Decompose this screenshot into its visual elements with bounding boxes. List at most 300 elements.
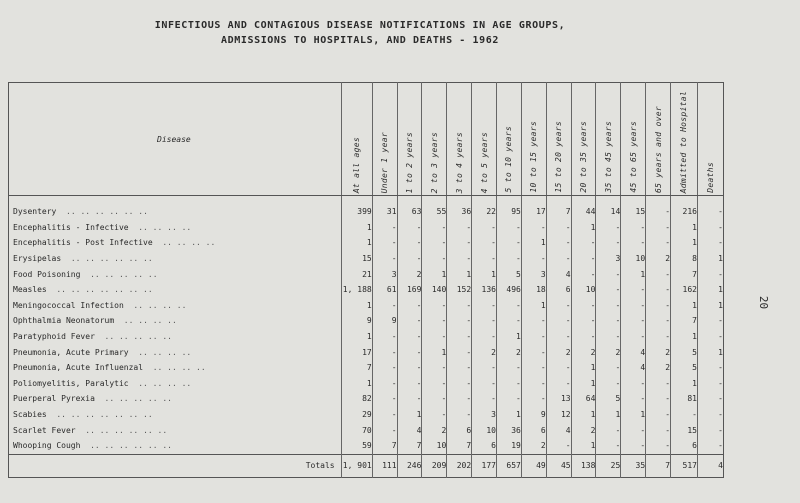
value-cell: -: [447, 360, 472, 376]
value-cell: -: [422, 376, 447, 392]
value-cell: -: [497, 298, 522, 314]
value-cell: 1: [397, 407, 422, 423]
column-header-label: 1 to 2 years: [404, 131, 414, 193]
value-cell: 2: [646, 344, 671, 360]
value-cell: 2: [646, 251, 671, 267]
value-cell: -: [372, 422, 397, 438]
column-header-label: 2 to 3 years: [429, 131, 439, 193]
total-value-cell: 35: [621, 454, 646, 477]
value-cell: 10: [422, 438, 447, 454]
value-cell: -: [472, 360, 497, 376]
value-cell: -: [422, 407, 447, 423]
value-cell: -: [472, 329, 497, 345]
value-cell: 8: [671, 251, 698, 267]
value-cell: 4: [621, 360, 646, 376]
disease-name: Scabies: [13, 410, 47, 420]
column-header: [646, 83, 671, 196]
value-cell: -: [697, 266, 723, 282]
column-header: [571, 83, 596, 196]
value-cell: 1: [671, 235, 698, 251]
value-cell: -: [447, 344, 472, 360]
value-cell: -: [447, 313, 472, 329]
value-cell: 2: [646, 360, 671, 376]
value-cell: -: [472, 313, 497, 329]
value-cell: 2: [422, 422, 447, 438]
value-cell: 7: [671, 313, 698, 329]
table-row: [9, 196, 724, 220]
value-cell: -: [546, 235, 571, 251]
value-cell: -: [521, 344, 546, 360]
value-cell: 10: [571, 282, 596, 298]
value-cell: -: [521, 251, 546, 267]
value-cell: 216: [671, 196, 698, 220]
value-cell: -: [447, 391, 472, 407]
value-cell: 1: [341, 376, 372, 392]
value-cell: -: [697, 313, 723, 329]
value-cell: 7: [546, 196, 571, 220]
value-cell: 3: [372, 266, 397, 282]
value-cell: -: [372, 376, 397, 392]
disease-name: Paratyphoid Fever: [13, 332, 95, 342]
value-cell: -: [447, 329, 472, 345]
disease-name: Poliomyelitis, Paralytic: [13, 378, 129, 388]
table-row: [9, 266, 724, 282]
column-header: [472, 83, 497, 196]
value-cell: -: [447, 298, 472, 314]
value-cell: 61: [372, 282, 397, 298]
disease-name: Whooping Cough: [13, 441, 81, 451]
value-cell: -: [596, 313, 621, 329]
value-cell: 1: [671, 298, 698, 314]
leader-dots: .. .. .. .. ..: [104, 332, 172, 342]
value-cell: 1: [341, 298, 372, 314]
table-row: [9, 391, 724, 407]
total-value-cell: 202: [447, 454, 472, 477]
value-cell: 7: [341, 360, 372, 376]
value-cell: -: [397, 329, 422, 345]
value-cell: 1: [571, 407, 596, 423]
value-cell: 2: [596, 344, 621, 360]
value-cell: 1: [472, 266, 497, 282]
value-cell: -: [497, 391, 522, 407]
total-value-cell: 209: [422, 454, 447, 477]
column-header-label: 65 years and over: [653, 106, 663, 193]
disease-name: Pneumonia, Acute Influenzal: [13, 363, 144, 373]
value-cell: 17: [341, 344, 372, 360]
leader-dots: .. .. .. .. .. ..: [70, 254, 153, 264]
value-cell: -: [372, 391, 397, 407]
value-cell: 1: [671, 376, 698, 392]
value-cell: -: [372, 251, 397, 267]
value-cell: -: [521, 391, 546, 407]
value-cell: -: [397, 344, 422, 360]
disease-name: Encephalitis - Infective: [13, 222, 129, 232]
value-cell: -: [497, 376, 522, 392]
column-header: [697, 83, 723, 196]
value-cell: 7: [372, 438, 397, 454]
column-header-label: 45 to 65 years: [628, 121, 638, 193]
total-value-cell: 49: [521, 454, 546, 477]
disease-name-cell: [9, 360, 342, 376]
table-row: [9, 360, 724, 376]
column-header-label: Under 1 year: [380, 131, 390, 193]
value-cell: 19: [497, 438, 522, 454]
value-cell: -: [571, 235, 596, 251]
column-header-label: Deaths: [705, 162, 715, 193]
value-cell: -: [596, 282, 621, 298]
leader-dots: .. .. .. .. .. .. ..: [56, 410, 153, 420]
value-cell: 1: [571, 438, 596, 454]
value-cell: 4: [546, 422, 571, 438]
table-body: [9, 196, 724, 478]
value-cell: -: [521, 329, 546, 345]
table-row: [9, 344, 724, 360]
value-cell: -: [621, 438, 646, 454]
value-cell: -: [447, 220, 472, 236]
value-cell: -: [697, 376, 723, 392]
value-cell: -: [571, 298, 596, 314]
leader-dots: .. .. .. .. .. ..: [85, 425, 168, 435]
value-cell: 1: [697, 282, 723, 298]
disease-name-cell: [9, 235, 342, 251]
column-header: [521, 83, 546, 196]
value-cell: 2: [546, 344, 571, 360]
disease-name: Ophthalmia Neonatorum: [13, 316, 115, 326]
table-row: [9, 407, 724, 423]
totals-row: [9, 454, 724, 477]
value-cell: -: [671, 407, 698, 423]
value-cell: -: [372, 298, 397, 314]
total-value-cell: 111: [372, 454, 397, 477]
value-cell: -: [546, 313, 571, 329]
value-cell: -: [546, 329, 571, 345]
value-cell: 1: [497, 407, 522, 423]
value-cell: -: [422, 220, 447, 236]
value-cell: -: [472, 220, 497, 236]
disease-name-cell: [9, 266, 342, 282]
column-header: [497, 83, 522, 196]
value-cell: 5: [671, 344, 698, 360]
value-cell: 2: [571, 344, 596, 360]
value-cell: 152: [447, 282, 472, 298]
value-cell: -: [397, 376, 422, 392]
value-cell: 1: [621, 266, 646, 282]
value-cell: -: [521, 313, 546, 329]
value-cell: -: [397, 360, 422, 376]
value-cell: -: [646, 220, 671, 236]
value-cell: 6: [521, 422, 546, 438]
value-cell: 6: [447, 422, 472, 438]
value-cell: -: [372, 235, 397, 251]
value-cell: -: [497, 235, 522, 251]
value-cell: -: [397, 220, 422, 236]
table-row: [9, 298, 724, 314]
value-cell: 9: [341, 313, 372, 329]
column-header-label: 35 to 45 years: [603, 121, 613, 193]
value-cell: -: [621, 235, 646, 251]
value-cell: 29: [341, 407, 372, 423]
value-cell: 31: [372, 196, 397, 220]
value-cell: -: [621, 313, 646, 329]
value-cell: 1: [697, 344, 723, 360]
value-cell: 4: [621, 344, 646, 360]
disease-name-cell: [9, 344, 342, 360]
leader-dots: .. .. .. .. .. ..: [66, 207, 148, 217]
disease-table: [8, 82, 724, 478]
document-subtitle: ADMISSIONS TO HOSPITALS, AND DEATHS - 1962: [220, 35, 500, 46]
table-row: [9, 313, 724, 329]
disease-name: Meningococcal Infection: [13, 300, 124, 310]
column-header-label: 5 to 10 years: [504, 126, 514, 193]
value-cell: -: [472, 235, 497, 251]
value-cell: 22: [472, 196, 497, 220]
value-cell: 2: [571, 422, 596, 438]
value-cell: -: [646, 407, 671, 423]
table-row: [9, 251, 724, 267]
column-header-label: 15 to 20 years: [554, 121, 564, 193]
value-cell: 1: [447, 266, 472, 282]
total-value-cell: 45: [546, 454, 571, 477]
value-cell: -: [571, 251, 596, 267]
value-cell: -: [596, 360, 621, 376]
value-cell: 9: [372, 313, 397, 329]
column-header: [671, 83, 698, 196]
value-cell: -: [621, 220, 646, 236]
column-header: [341, 83, 372, 196]
column-header-label: 3 to 4 years: [454, 131, 464, 193]
disease-name-cell: [9, 313, 342, 329]
value-cell: 5: [671, 360, 698, 376]
disease-name-cell: [9, 438, 342, 454]
leader-dots: .. .. .. .. .. .. ..: [56, 285, 153, 295]
value-cell: -: [546, 438, 571, 454]
table-row: [9, 438, 724, 454]
value-cell: -: [521, 376, 546, 392]
value-cell: -: [472, 391, 497, 407]
value-cell: -: [521, 360, 546, 376]
value-cell: -: [571, 329, 596, 345]
total-value-cell: 1, 901: [341, 454, 372, 477]
value-cell: -: [697, 196, 723, 220]
table-row: [9, 220, 724, 236]
value-cell: -: [546, 220, 571, 236]
value-cell: -: [621, 391, 646, 407]
value-cell: 1: [341, 235, 372, 251]
value-cell: -: [646, 298, 671, 314]
disease-name-cell: [9, 376, 342, 392]
value-cell: 82: [341, 391, 372, 407]
leader-dots: .. .. .. ..: [138, 378, 192, 388]
column-header: [422, 83, 447, 196]
value-cell: 5: [596, 391, 621, 407]
value-cell: -: [546, 251, 571, 267]
value-cell: -: [422, 298, 447, 314]
table-row: [9, 282, 724, 298]
value-cell: 169: [397, 282, 422, 298]
value-cell: 14: [596, 196, 621, 220]
value-cell: 1: [521, 235, 546, 251]
column-header-label: At all ages: [352, 136, 362, 193]
value-cell: -: [447, 251, 472, 267]
leader-dots: .. .. .. ..: [138, 347, 192, 357]
total-value-cell: 7: [646, 454, 671, 477]
value-cell: -: [372, 329, 397, 345]
value-cell: -: [497, 313, 522, 329]
value-cell: -: [447, 235, 472, 251]
value-cell: 1, 188: [341, 282, 372, 298]
disease-name: Encephalitis - Post Infective: [13, 238, 153, 248]
value-cell: 15: [621, 196, 646, 220]
value-cell: -: [621, 422, 646, 438]
value-cell: -: [596, 235, 621, 251]
value-cell: 12: [546, 407, 571, 423]
value-cell: -: [372, 220, 397, 236]
column-header-label: 10 to 15 years: [529, 121, 539, 193]
value-cell: 81: [671, 391, 698, 407]
value-cell: -: [372, 360, 397, 376]
value-cell: -: [621, 376, 646, 392]
value-cell: -: [646, 391, 671, 407]
value-cell: 44: [571, 196, 596, 220]
column-header: [397, 83, 422, 196]
disease-name: Erysipelas: [13, 254, 62, 264]
total-value-cell: 177: [472, 454, 497, 477]
total-value-cell: 517: [671, 454, 698, 477]
value-cell: -: [397, 235, 422, 251]
value-cell: 1: [341, 220, 372, 236]
disease-name-cell: [9, 329, 342, 345]
value-cell: 18: [521, 282, 546, 298]
value-cell: -: [372, 344, 397, 360]
table-row: [9, 329, 724, 345]
value-cell: -: [422, 360, 447, 376]
disease-name: Measles: [13, 285, 47, 295]
value-cell: -: [621, 282, 646, 298]
value-cell: -: [621, 329, 646, 345]
document-title: INFECTIOUS AND CONTAGIOUS DISEASE NOTIFICATIONS IN AGE GROUPS,: [154, 20, 566, 31]
value-cell: 6: [671, 438, 698, 454]
value-cell: -: [697, 220, 723, 236]
disease-name-cell: [9, 282, 342, 298]
value-cell: 70: [341, 422, 372, 438]
value-cell: -: [646, 329, 671, 345]
value-cell: -: [447, 376, 472, 392]
value-cell: 136: [472, 282, 497, 298]
value-cell: 1: [422, 344, 447, 360]
disease-name-cell: [9, 391, 342, 407]
value-cell: 7: [397, 438, 422, 454]
value-cell: -: [546, 360, 571, 376]
value-cell: 6: [472, 438, 497, 454]
value-cell: -: [596, 422, 621, 438]
disease-name: Dysentery: [13, 207, 57, 217]
value-cell: 59: [341, 438, 372, 454]
leader-dots: .. .. .. ..: [133, 300, 187, 310]
value-cell: -: [596, 220, 621, 236]
table-header-row: [9, 83, 724, 196]
column-header-disease: Disease: [9, 83, 342, 196]
value-cell: -: [646, 282, 671, 298]
leader-dots: .. .. .. .. .. ..: [90, 441, 172, 451]
value-cell: -: [596, 376, 621, 392]
value-cell: -: [546, 376, 571, 392]
value-cell: 1: [571, 220, 596, 236]
value-cell: 1: [671, 220, 698, 236]
leader-dots: .. .. .. ..: [152, 363, 206, 373]
page-number: 20: [757, 295, 771, 310]
value-cell: 2: [397, 266, 422, 282]
value-cell: -: [422, 251, 447, 267]
value-cell: -: [472, 298, 497, 314]
value-cell: 3: [472, 407, 497, 423]
value-cell: 1: [621, 407, 646, 423]
column-header-label: 4 to 5 years: [479, 131, 489, 193]
value-cell: 3: [521, 266, 546, 282]
value-cell: 13: [546, 391, 571, 407]
value-cell: 9: [521, 407, 546, 423]
value-cell: -: [422, 313, 447, 329]
value-cell: 1: [596, 407, 621, 423]
value-cell: 4: [397, 422, 422, 438]
value-cell: -: [397, 298, 422, 314]
value-cell: 496: [497, 282, 522, 298]
value-cell: 64: [571, 391, 596, 407]
leader-dots: .. .. .. .. ..: [104, 394, 172, 404]
value-cell: -: [697, 438, 723, 454]
disease-name: Pneumonia, Acute Primary: [13, 347, 129, 357]
value-cell: -: [646, 438, 671, 454]
value-cell: -: [621, 298, 646, 314]
value-cell: 10: [621, 251, 646, 267]
disease-name-cell: [9, 298, 342, 314]
total-value-cell: 246: [397, 454, 422, 477]
value-cell: -: [497, 220, 522, 236]
value-cell: 140: [422, 282, 447, 298]
value-cell: -: [397, 391, 422, 407]
disease-name: Scarlet Fever: [13, 425, 76, 435]
value-cell: -: [596, 266, 621, 282]
value-cell: -: [697, 329, 723, 345]
total-value-cell: 657: [497, 454, 522, 477]
value-cell: -: [646, 235, 671, 251]
disease-name-cell: [9, 407, 342, 423]
total-value-cell: 138: [571, 454, 596, 477]
value-cell: 2: [497, 344, 522, 360]
totals-label: Totals: [9, 454, 342, 477]
value-cell: 17: [521, 196, 546, 220]
value-cell: -: [397, 313, 422, 329]
column-header: [372, 83, 397, 196]
value-cell: 1: [571, 376, 596, 392]
value-cell: 7: [671, 266, 698, 282]
column-header: [596, 83, 621, 196]
total-value-cell: 25: [596, 454, 621, 477]
value-cell: -: [571, 313, 596, 329]
value-cell: 1: [521, 298, 546, 314]
value-cell: 399: [341, 196, 372, 220]
value-cell: 7: [447, 438, 472, 454]
value-cell: -: [646, 266, 671, 282]
value-cell: -: [646, 422, 671, 438]
value-cell: 4: [546, 266, 571, 282]
column-header-label: Admitted to Hospital: [679, 90, 689, 193]
value-cell: 15: [671, 422, 698, 438]
table-row: [9, 376, 724, 392]
column-header-label: 20 to 35 years: [579, 121, 588, 193]
value-cell: 1: [497, 329, 522, 345]
value-cell: 2: [521, 438, 546, 454]
value-cell: -: [646, 376, 671, 392]
